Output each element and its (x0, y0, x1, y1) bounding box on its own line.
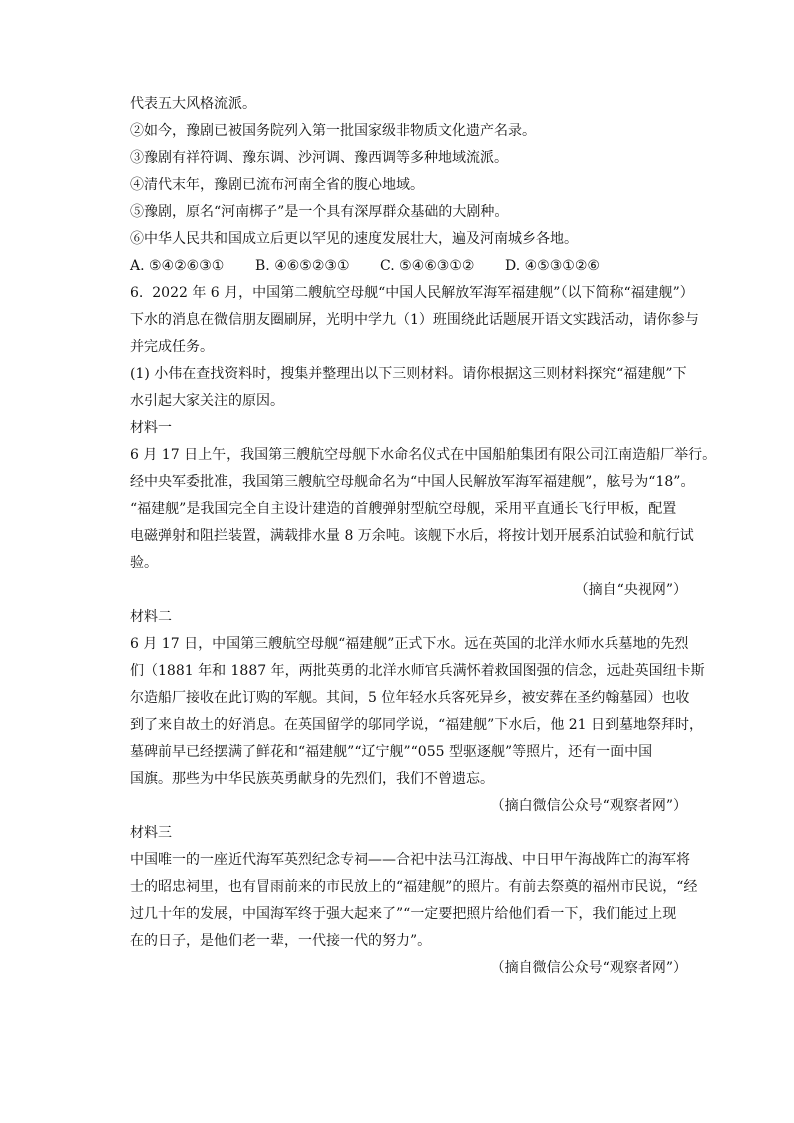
option-b: B. ④⑥⑤②③① (255, 258, 350, 274)
subquestion-1-line-2: 水引起大家关注的原因。 (130, 393, 284, 409)
sentence-4: ④清代末年，豫剧已流布河南全省的腹心地域。 (130, 177, 424, 193)
material-1-line: 验。 (130, 555, 158, 571)
question-6-line-1: 6. 2022 年 6 月，中国第二艘航空母舰“中国人民解放军海军福建舰”（以下简称“福建舰”） (130, 285, 694, 301)
material-2-line: 墓碑前早已经摆满了鲜花和“福建舰”“辽宁舰”“055 型驱逐舰”等照片，还有一面中国 (130, 744, 653, 760)
option-c: C. ⑤④⑥③①② (380, 258, 475, 274)
material-1-title: 材料一 (130, 420, 172, 436)
material-2-line: 尔造船厂接收在此订购的军舰。其间，5 位年轻水兵客死异乡，被安葬在圣约翰墓园）也收 (130, 690, 690, 706)
material-1-line: “福建舰”是我国完全自主设计建造的首艘弹射型航空母舰，采用平直通长飞行甲板，配置 (130, 501, 677, 517)
question-6-line-3: 并完成任务。 (130, 339, 214, 355)
material-1-line: 经中央军委批准，我国第三艘航空母舰命名为“中国人民解放军海军福建舰”，舷号为“18”。 (130, 474, 695, 490)
material-2-line: 国旗。那些为中华民族英勇献身的先烈们，我们不曾遗忘。 (130, 771, 494, 787)
material-1-line: 电磁弹射和阻拦装置，满载排水量 8 万余吨。该舰下水后，将按计划开展系泊试验和航行试 (130, 528, 694, 544)
option-d: D. ④⑤③①②⑥ (505, 258, 600, 274)
material-3-line: 中国唯一的一座近代海军英烈纪念专祠——合祀中法马江海战、中日甲午海战阵亡的海军将 (130, 852, 690, 868)
sentence-3: ③豫剧有祥符调、豫东调、沙河调、豫西调等多种地域流派。 (130, 150, 508, 166)
material-3-line: 在的日子，是他们老一辈，一代接一代的努力”。 (130, 933, 432, 949)
sentence-2: ②如今，豫剧已被国务院列入第一批国家级非物质文化遗产名录。 (130, 123, 536, 139)
material-2-line: 到了来自故土的好消息。在英国留学的邬同学说，“福建舰”下水后，他 21 日到墓地祭拜时， (130, 717, 704, 733)
subquestion-1-line-1: (1) 小伟在查找资料时，搜集并整理出以下三则材料。请你根据这三则材料探究“福建舰”下 (130, 366, 687, 382)
material-2-line: 6 月 17 日，中国第三艘航空母舰“福建舰”正式下水。远在英国的北洋水师水兵墓地的先烈 (130, 636, 689, 652)
material-3-line: 过几十年的发展，中国海军终于强大起来了”“一定要把照片给他们看一下，我们能过上现 (130, 906, 677, 922)
sentence-6: ⑥中华人民共和国成立后更以罕见的速度发展壮大，遍及河南城乡各地。 (130, 231, 578, 247)
material-2-source: （摘白微信公众号“观察者网”） (490, 798, 687, 814)
material-2-title: 材料二 (130, 609, 172, 625)
document-body (130, 91, 717, 982)
material-3-title: 材料三 (130, 825, 172, 841)
answer-options (130, 253, 695, 280)
option-a: A. ⑤④②⑥③① (130, 258, 225, 274)
material-3-source: （摘自微信公众号“观察者网”） (490, 960, 687, 976)
question-6-line-2: 下水的消息在微信朋友圈刷屏，光明中学九（1）班围绕此话题展开语文实践活动，请你参与 (130, 312, 699, 328)
material-2-line: 们（1881 年和 1887 年，两批英勇的北洋水师官兵满怀着救国图强的信念，远赴英国纽卡斯 (130, 663, 705, 679)
sentence-5: ⑤豫剧，原名“河南梆子”是一个具有深厚群众基础的大剧种。 (130, 204, 509, 220)
material-1-source: （摘自“央视网”） (574, 582, 687, 598)
material-1-line: 6 月 17 日上午，我国第三艘航空母舰下水命名仪式在中国船舶集团有限公司江南造船厂举行。 (130, 447, 717, 463)
text-line: 代表五大风格流派。 (130, 96, 256, 112)
material-3-line: 士的昭忠祠里，也有冒雨前来的市民放上的“福建舰”的照片。有前去祭奠的福州市民说，“经 (130, 879, 698, 895)
